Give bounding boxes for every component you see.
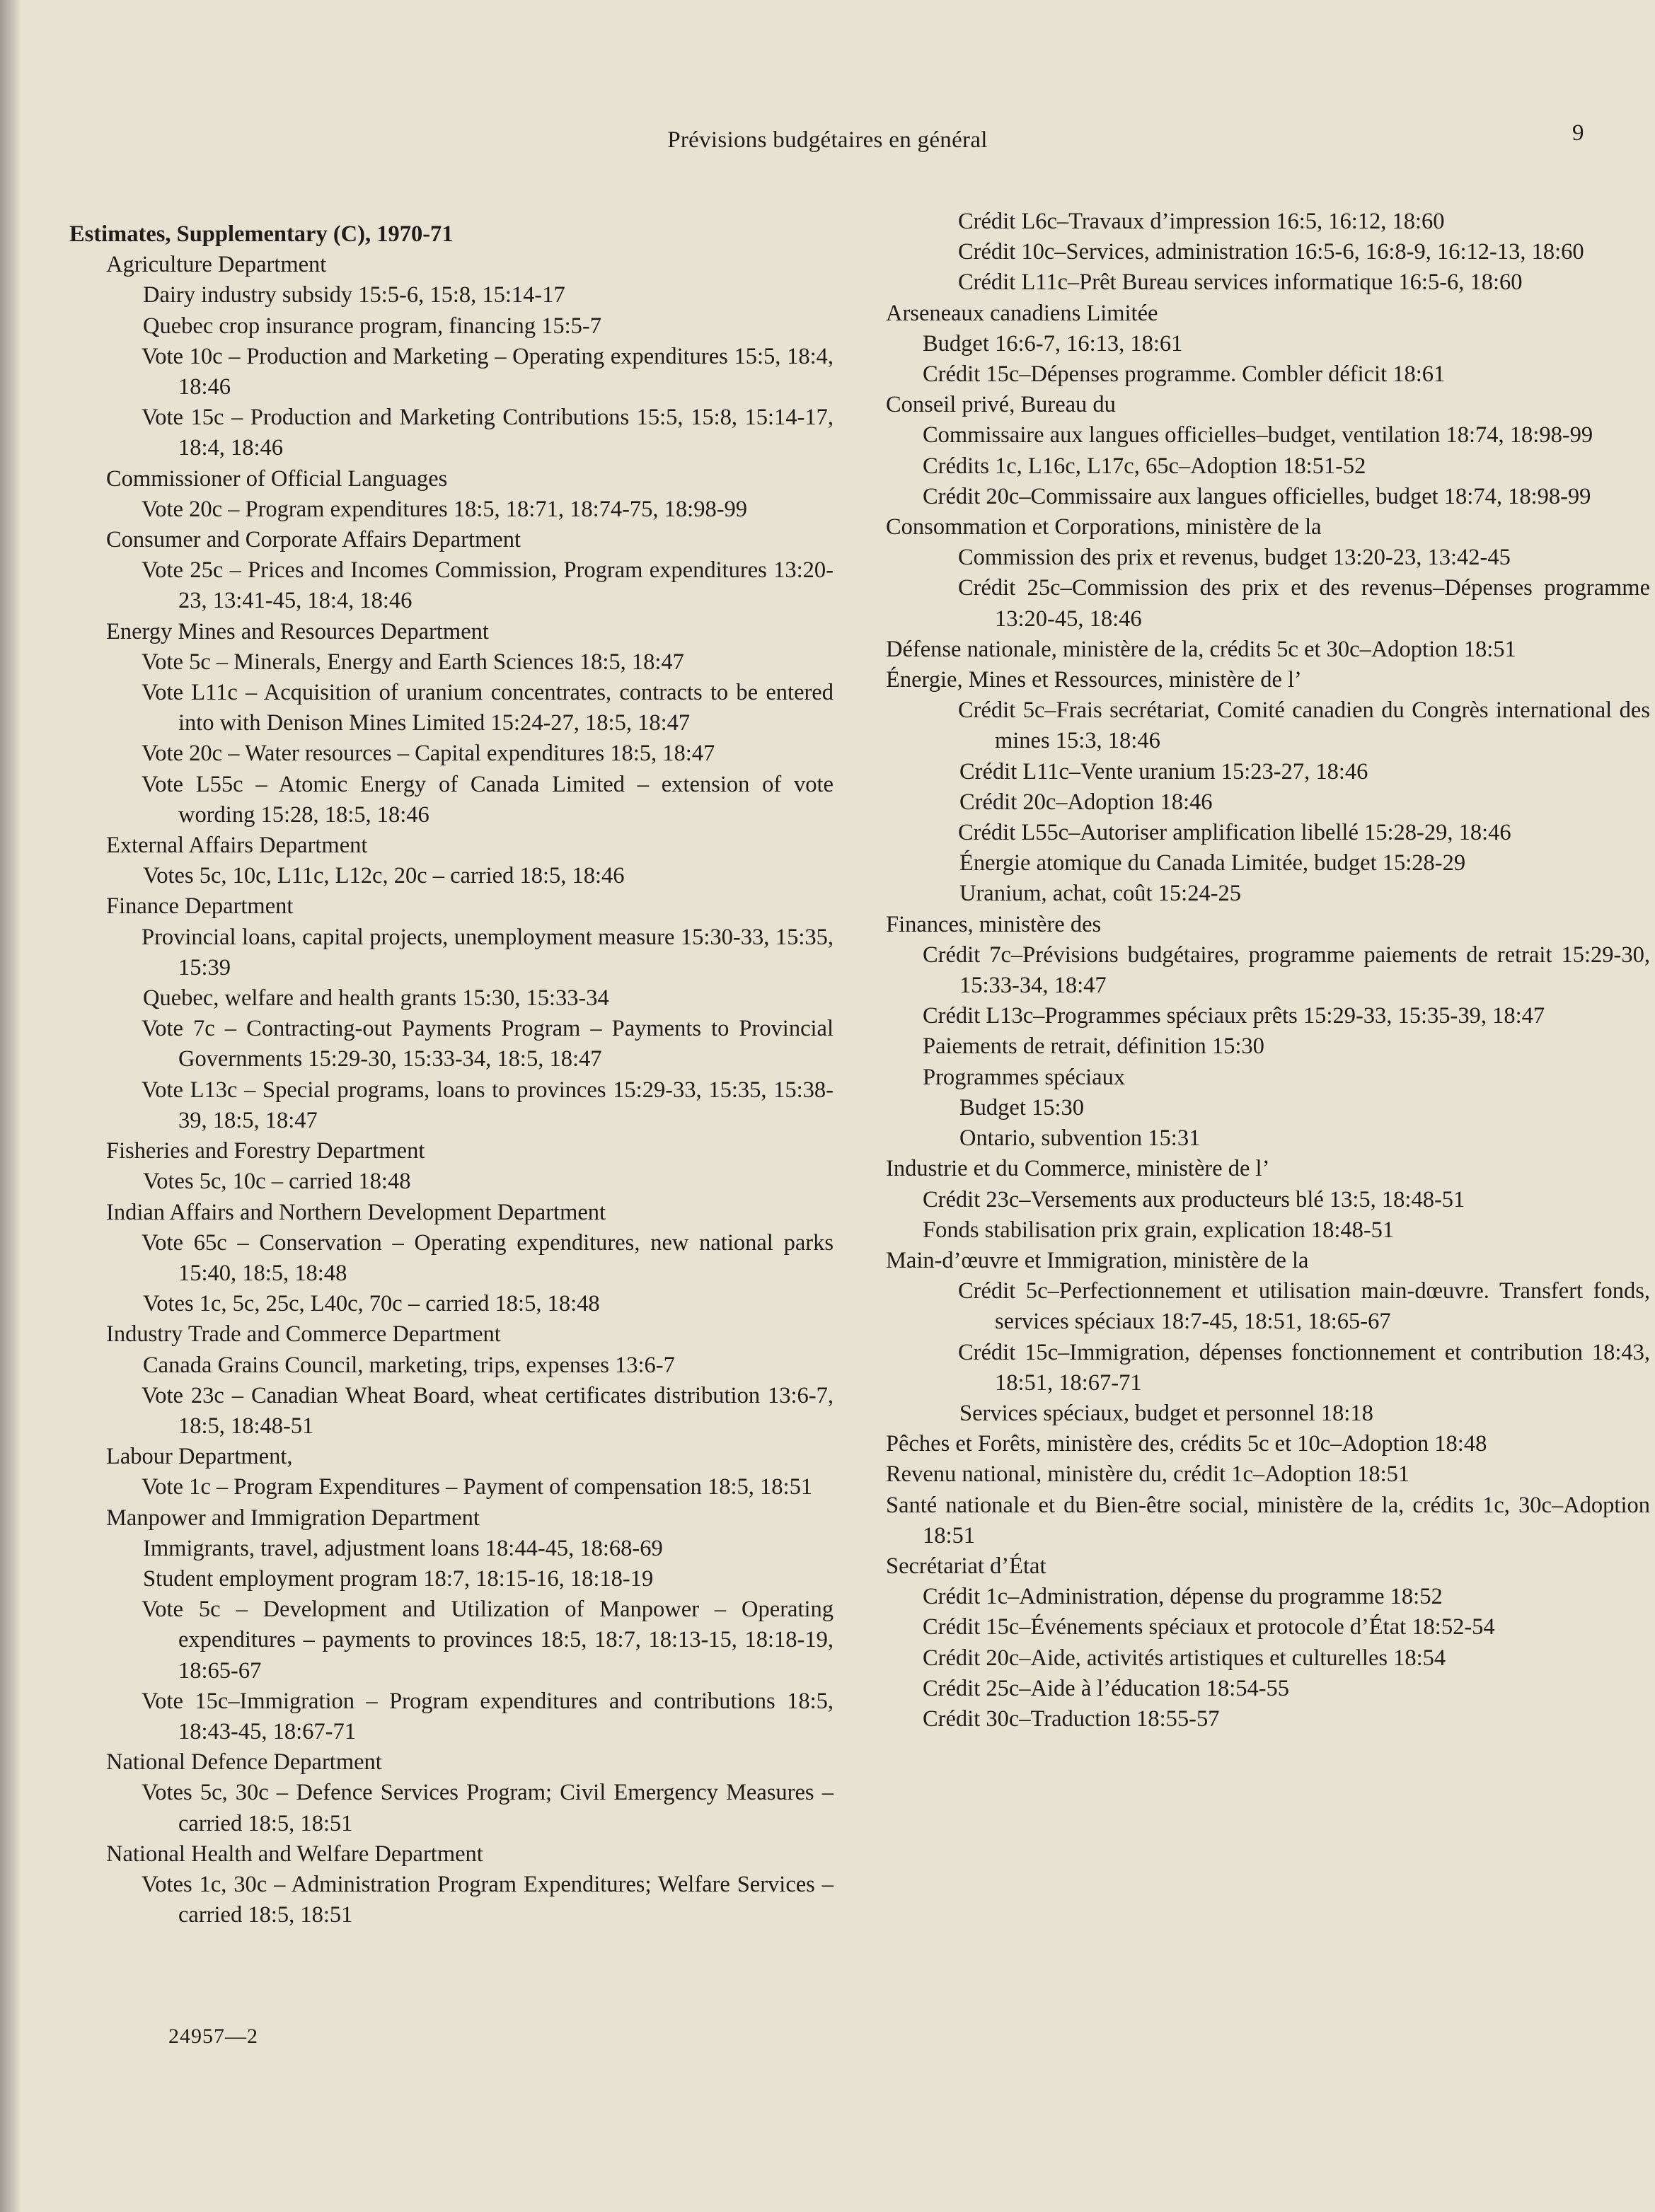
index-entry: Provincial loans, capital projects, unemployment measure 15:30-33, 15:35, 15:39 [142,924,834,980]
index-entry: Finance Department [106,893,294,920]
index-entry: Crédit 20c–Commissaire aux langues officielles, budget 18:74, 18:98-99 [923,483,1591,509]
index-entry: Ontario, subvention 15:31 [959,1125,1201,1152]
index-entry: Votes 5c, 30c – Defence Services Program; Civil Emergency Measures – carried 18:5, 18:51 [142,1780,834,1836]
index-entry: Commissioner of Official Languages [106,465,448,492]
index-entry: Énergie atomique du Canada Limitée, budget 15:28-29 [959,850,1466,876]
index-entry: Crédit 15c–Événements spéciaux et protocole d’État 18:52-54 [923,1614,1495,1640]
index-entry: Revenu national, ministère du, crédit 1c–Adoption 18:51 [886,1461,1410,1488]
index-entry: Main-d’œuvre et Immigration, ministère de la [886,1247,1309,1273]
index-entry: Arseneaux canadiens Limitée [886,300,1158,326]
index-entry: National Health and Welfare Department [106,1841,483,1867]
index-entry: Vote 1c – Program Expenditures – Payment of compensation 18:5, 18:51 [142,1474,813,1500]
index-entry: Secrétariat d’État [886,1553,1046,1579]
index-entry: Crédit 23c–Versements aux producteurs blé 13:5, 18:48-51 [923,1186,1465,1212]
index-entry: Vote 20c – Water resources – Capital expenditures 18:5, 18:47 [142,741,715,767]
index-entry: Crédit 25c–Aide à l’éducation 18:54-55 [923,1675,1290,1701]
index-entry: Canada Grains Council, marketing, trips, expenses 13:6-7 [143,1352,675,1378]
index-column-left [69,219,834,1930]
index-entry: Crédit 30c–Traduction 18:55-57 [923,1706,1220,1732]
index-entry: Vote L11c – Acquisition of uranium concentrates, contracts to be entered into with Denison Mines Limited 15:24-27, 18:5, 18:47 [142,680,834,736]
index-entry: Crédit 5c–Perfectionnement et utilisation main-dœuvre. Transfert fonds, services spéciaux 18:7-45, 18:51, 18:65-67 [958,1278,1650,1335]
index-entry: Pêches et Forêts, ministère des, crédits 5c et 10c–Adoption 18:48 [886,1431,1487,1457]
index-entry: Crédit L55c–Autoriser amplification libellé 15:28-29, 18:46 [958,820,1511,846]
index-entry: Énergie, Mines et Ressources, ministère de l’ [886,667,1302,693]
index-entry: Programmes spéciaux [923,1064,1126,1090]
index-entry: Crédit 10c–Services, administration 16:5-6, 16:8-9, 16:12-13, 18:60 [958,239,1584,265]
index-entry: Industrie et du Commerce, ministère de l’ [886,1156,1270,1182]
index-entry: Vote 7c – Contracting-out Payments Program – Payments to Provincial Governments 15:29-30, 15:33-34, 18:5, 18:47 [142,1016,834,1072]
index-entry: Services spéciaux, budget et personnel 18:18 [959,1400,1373,1426]
index-entry: Crédit 5c–Frais secrétariat, Comité canadien du Congrès international des mines 15:3, 18:46 [958,697,1650,754]
index-entry: Labour Department, [106,1444,293,1470]
page-binding-edge [0,0,21,2212]
index-entry: Quebec crop insurance program, financing 15:5-7 [143,313,601,339]
index-entry: Crédits 1c, L16c, L17c, 65c–Adoption 18:51-52 [923,453,1366,479]
index-entry: Défense nationale, ministère de la, crédits 5c et 30c–Adoption 18:51 [886,636,1516,662]
index-entry: Indian Affairs and Northern Development Department [106,1199,606,1225]
index-entry: Vote 23c – Canadian Wheat Board, wheat certificates distribution 13:6-7, 18:5, 18:48-51 [142,1382,834,1439]
index-entry: Estimates, Supplementary (C), 1970-71 [69,221,454,247]
index-entry: Budget 16:6-7, 16:13, 18:61 [923,330,1183,357]
index-entry: Crédit 20c–Aide, activités artistiques et culturelles 18:54 [923,1645,1446,1671]
index-entry: Vote 25c – Prices and Incomes Commission, Program expenditures 13:20-23, 13:41-45, 18:4, 18:46 [142,557,834,614]
index-entry: Consumer and Corporate Affairs Department [106,527,521,553]
index-entry: Paiements de retrait, définition 15:30 [923,1033,1264,1060]
index-entry: Dairy industry subsidy 15:5-6, 15:8, 15:14-17 [143,282,565,308]
index-entry: Uranium, achat, coût 15:24-25 [959,881,1242,907]
index-entry: Vote 20c – Program expenditures 18:5, 18:71, 18:74-75, 18:98-99 [142,496,748,522]
index-entry: Energy Mines and Resources Department [106,618,489,644]
index-entry: Crédit 15c–Immigration, dépenses fonctionnement et contribution 18:43, 18:51, 18:67-71 [958,1339,1650,1396]
index-entry: Votes 1c, 5c, 25c, L40c, 70c – carried 18:5, 18:48 [143,1291,600,1317]
index-entry: Quebec, welfare and health grants 15:30, 15:33-34 [143,985,609,1012]
index-entry: Crédit L13c–Programmes spéciaux prêts 15:29-33, 15:35-39, 18:47 [923,1003,1545,1029]
index-entry: Commission des prix et revenus, budget 13:20-23, 13:42-45 [958,545,1511,571]
index-entry: Vote 15c – Production and Marketing Contributions 15:5, 15:8, 15:14-17, 18:4, 18:46 [142,405,834,461]
index-entry: Vote 5c – Development and Utilization of Manpower – Operating expenditures – payments to provinces 18:5, 18:7, 18:13-15, 18:18-19, 18:65-67 [142,1597,834,1684]
index-entry: Crédit L6c–Travaux d’impression 16:5, 16:12, 18:60 [958,209,1445,234]
index-entry: Budget 15:30 [959,1094,1085,1121]
page-number: 9 [1572,120,1584,146]
index-entry: Fisheries and Forestry Department [106,1138,425,1164]
index-entry: Crédit 15c–Dépenses programme. Combler déficit 18:61 [923,361,1446,388]
index-entry: Crédit 20c–Adoption 18:46 [959,789,1213,815]
index-entry: National Defence Department [106,1749,382,1776]
index-entry: Agriculture Department [106,252,327,278]
index-entry: Santé nationale et du Bien-être social, ministère de la, crédits 1c, 30c–Adoption 18:51 [886,1492,1650,1548]
index-entry: Vote 65c – Conservation – Operating expenditures, new national parks 15:40, 18:5, 18:48 [142,1229,834,1286]
index-entry: Vote L13c – Special programs, loans to provinces 15:29-33, 15:35, 15:38-39, 18:5, 18:47 [142,1077,834,1133]
index-entry: Student employment program 18:7, 18:15-16, 18:18-19 [143,1565,654,1592]
index-entry: Manpower and Immigration Department [106,1505,480,1531]
index-entry: Crédit 7c–Prévisions budgétaires, programme paiements de retrait 15:29-30, 15:33-34, 18:47 [923,942,1650,999]
index-entry: Conseil privé, Bureau du [886,392,1116,418]
index-entry: Crédit 1c–Administration, dépense du programme 18:52 [923,1584,1443,1610]
index-entry: Finances, ministère des [886,911,1102,937]
index-entry: Crédit 25c–Commission des prix et des revenus–Dépenses programme 13:20-45, 18:46 [958,575,1650,632]
index-entry: Industry Trade and Commerce Department [106,1321,501,1348]
index-entry: Vote L55c – Atomic Energy of Canada Limited – extension of vote wording 15:28, 18:5, 18:46 [142,771,834,828]
index-entry: External Affairs Department [106,833,368,859]
index-entry: Fonds stabilisation prix grain, explication 18:48-51 [923,1217,1395,1243]
index-column-right [886,207,1650,1735]
index-entry: Vote 15c–Immigration – Program expenditures and contributions 18:5, 18:43-45, 18:67-71 [142,1688,834,1744]
index-entry: Votes 1c, 30c – Administration Program Expenditures; Welfare Services – carried 18:5, 18:51 [142,1871,834,1928]
index-entry: Vote 10c – Production and Marketing – Operating expenditures 15:5, 18:4, 18:46 [142,343,834,400]
index-entry: Votes 5c, 10c, L11c, L12c, 20c – carried 18:5, 18:46 [143,863,625,889]
footer-print-code: 24957—2 [168,2025,258,2048]
index-entry: Commissaire aux langues officielles–budget, ventilation 18:74, 18:98-99 [923,422,1593,448]
index-entry: Immigrants, travel, adjustment loans 18:44-45, 18:68-69 [143,1535,663,1561]
index-entry: Consommation et Corporations, ministère de la [886,514,1322,540]
index-entry: Votes 5c, 10c – carried 18:48 [143,1169,411,1195]
index-entry: Crédit L11c–Vente uranium 15:23-27, 18:46 [959,758,1368,784]
running-header: Prévisions budgétaires en général [667,127,988,153]
index-entry: Vote 5c – Minerals, Energy and Earth Sciences 18:5, 18:47 [142,649,684,675]
index-entry: Crédit L11c–Prêt Bureau services informatique 16:5-6, 18:60 [958,270,1523,296]
